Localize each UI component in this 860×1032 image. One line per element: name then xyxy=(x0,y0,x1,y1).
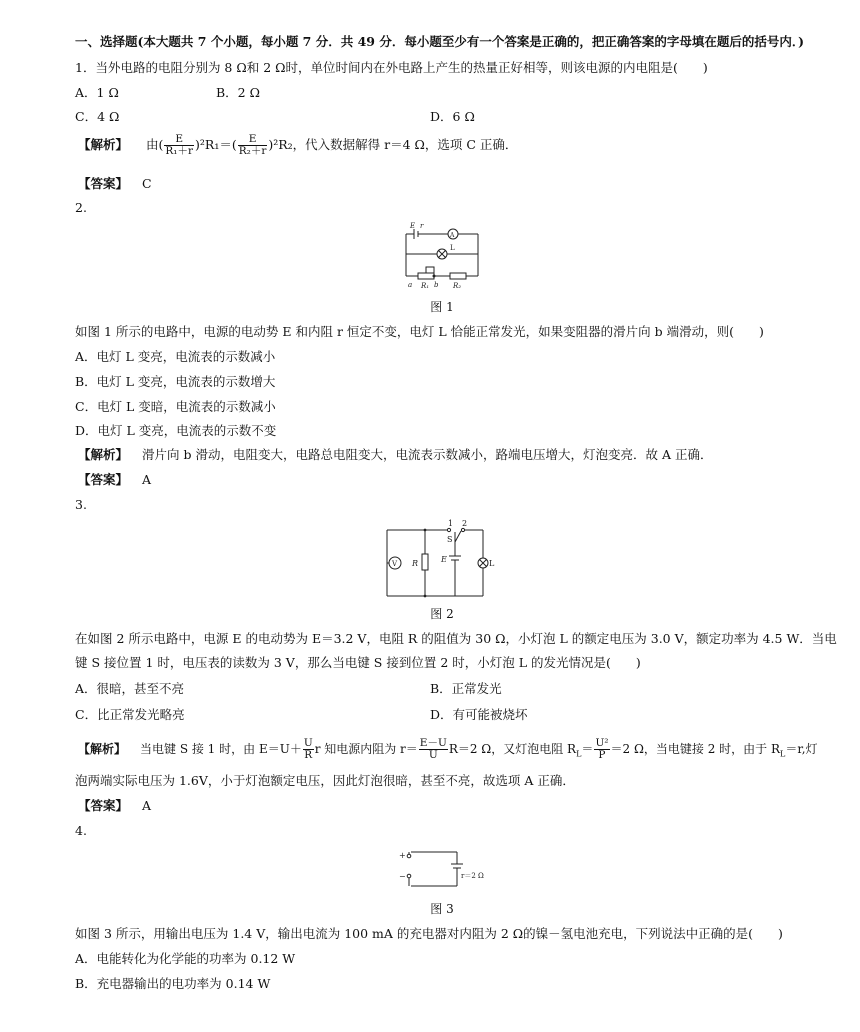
frac-denominator: U xyxy=(428,749,438,761)
q3-analysis-line2: 泡两端实际电压为 1.6V，小于灯泡额定电压，因此灯泡很暗，甚至不亮，故选项 A 正确． xyxy=(75,773,575,788)
fig3-plus-label: + xyxy=(399,851,406,860)
answer-label: 【答案】 xyxy=(78,472,129,487)
q1-answer-value: C xyxy=(142,176,152,191)
frac-numerator: E xyxy=(164,134,194,146)
frac-numerator: U xyxy=(303,737,313,749)
q1-fraction-1 xyxy=(164,134,194,157)
fig2-label-2: 2 xyxy=(462,519,468,528)
q1-analysis-lead: 由( xyxy=(146,137,164,152)
q4-option-a: A．电能转化为化学能的功率为 0.12 W xyxy=(75,951,296,966)
frac-numerator: U² xyxy=(595,737,609,749)
analysis-label: 【解析】 xyxy=(78,742,127,756)
q1-option-c: C．4 Ω xyxy=(75,109,120,124)
q2-analysis-text: 滑片向 b 滑动，电阻变大，电路总电阻变大，电流表示数减小，路端电压增大，灯泡变亮．故 A 正确． xyxy=(142,447,713,462)
q2-option-d: D．电灯 L 变亮，电流表的示数不变 xyxy=(75,423,277,438)
answer-label: 【答案】 xyxy=(78,798,129,813)
fig1-label-a: a xyxy=(408,281,413,289)
q1-analysis xyxy=(78,134,517,157)
frac-numerator: E xyxy=(238,134,268,146)
q2-option-c: C．电灯 L 变暗，电流表的示数减小 xyxy=(75,399,276,414)
fig2-voltmeter-label: V xyxy=(392,560,398,568)
fig2-label-l: L xyxy=(489,559,495,568)
q3-fraction-2 xyxy=(419,738,448,761)
fig2-label-r: R xyxy=(412,559,419,568)
frac-denominator: R₁＋r xyxy=(165,145,194,157)
frac-denominator: R₂＋r xyxy=(238,145,267,157)
q3-option-b: B．正常发光 xyxy=(430,681,502,696)
analysis-label: 【解析】 xyxy=(78,137,129,152)
fig3-r-label: r＝2 Ω xyxy=(461,872,484,880)
q2-option-b: B．电灯 L 变亮，电流表的示数增大 xyxy=(75,374,276,389)
q3-number: 3. xyxy=(75,497,87,512)
q3-option-a: A．很暗，甚至不亮 xyxy=(75,681,185,696)
q2-stem: 如图 1 所示的电路中，电源的电动势 E 和内阻 r 恒定不变，电灯 L 恰能正常发光，如果变阻器的滑片向 b 端滑动，则( ) xyxy=(75,324,764,339)
q3-option-c: C．比正常发光略亮 xyxy=(75,707,185,722)
q2-option-a: A．电灯 L 变亮，电流表的示数减小 xyxy=(75,349,276,364)
fig1-label-r: r xyxy=(420,222,424,230)
fig1-lamp-label: L xyxy=(450,244,455,252)
q1-analysis-mid: )²R₁＝( xyxy=(195,137,237,152)
fig3-minus-label: − xyxy=(399,872,406,881)
figure-2-caption: 图 2 xyxy=(430,607,454,621)
q3-analysis-b: r 知电源内阻为 r＝ xyxy=(314,742,418,756)
q2-analysis xyxy=(78,446,712,464)
q3-analysis-a: 当电键 S 接 1 时，由 E＝U＋ xyxy=(140,742,302,756)
frac-denominator: P xyxy=(598,749,606,761)
q1-option-d: D．6 Ω xyxy=(430,109,475,124)
analysis-label: 【解析】 xyxy=(78,447,129,462)
q1-option-b: B．2 Ω xyxy=(216,85,260,100)
fig2-label-s: S xyxy=(447,535,453,544)
subscript-l: L xyxy=(576,749,582,759)
q3-stem-line2: 键 S 接位置 1 时，电压表的读数为 3 V，那么当电键 S 接到位置 2 时，小灯泡 L 的发光情况是( ) xyxy=(75,655,641,670)
fig2-label-e: E xyxy=(441,555,447,564)
q3-fraction-1 xyxy=(303,738,314,761)
q3-analysis-e: ＝2 Ω，当电键接 2 时，由于 R xyxy=(610,742,781,756)
fig1-label-b: b xyxy=(434,281,439,289)
fig2-label-1: 1 xyxy=(448,519,454,528)
fig1-label-r1: R₁ xyxy=(421,282,430,290)
q3-analysis-f: ＝r,灯 xyxy=(785,742,818,756)
answer-label: 【答案】 xyxy=(78,176,129,191)
figure-3-circuit xyxy=(395,844,495,894)
q3-answer xyxy=(78,797,151,815)
subscript-l: L xyxy=(780,749,786,759)
fig1-ammeter-label: A xyxy=(450,232,455,239)
figure-1-circuit xyxy=(400,220,484,292)
fig1-label-r2: R₂ xyxy=(453,282,462,290)
figure-1-caption: 图 1 xyxy=(430,300,454,314)
q4-number: 4. xyxy=(75,823,87,838)
q2-answer-value: A xyxy=(142,472,152,487)
q3-stem-line1: 在如图 2 所示电路中，电源 E 的电动势为 E＝3.2 V，电阻 R 的阻值为 30 Ω，小灯泡 L 的额定电压为 3.0 V，额定功率为 4.5 W．当电 xyxy=(75,631,837,646)
q3-fraction-3 xyxy=(594,738,609,761)
q3-option-d: D．有可能被烧坏 xyxy=(430,707,528,722)
figure-3-caption: 图 3 xyxy=(430,902,454,916)
q4-option-b: B．充电器输出的电功率为 0.14 W xyxy=(75,976,271,991)
q1-option-a: A．1 Ω xyxy=(75,85,119,100)
q3-answer-value: A xyxy=(142,798,152,813)
q2-number: 2. xyxy=(75,200,87,215)
fig1-label-e: E xyxy=(410,222,416,230)
q1-analysis-tail: )²R₂，代入数据解得 r＝4 Ω，选项 C 正确． xyxy=(268,137,518,152)
q3-analysis xyxy=(78,738,818,763)
q3-analysis-c: R＝2 Ω，又灯泡电阻 R xyxy=(448,742,577,756)
q1-fraction-2 xyxy=(238,134,268,157)
q2-answer xyxy=(78,471,151,489)
frac-denominator: R xyxy=(304,749,313,761)
q4-stem: 如图 3 所示，用输出电压为 1.4 V，输出电流为 100 mA 的充电器对内阻为 2 Ω的镍－氢电池充电，下列说法中正确的是( ) xyxy=(75,926,783,941)
section-header: 一、选择题(本大题共 7 个小题，每小题 7 分．共 49 分．每小题至少有一个答案是正确的，把正确答案的字母填在题后的括号内．) xyxy=(75,34,804,49)
q1-answer xyxy=(78,175,152,193)
frac-numerator: E－U xyxy=(419,737,447,749)
q3-analysis-d: ＝ xyxy=(581,742,594,756)
figure-2-circuit xyxy=(383,518,503,600)
q1-stem: 1．当外电路的电阻分别为 8 Ω和 2 Ω时，单位时间内在外电路上产生的热量正好相等，则该电源的内电阻是( ) xyxy=(75,60,708,75)
